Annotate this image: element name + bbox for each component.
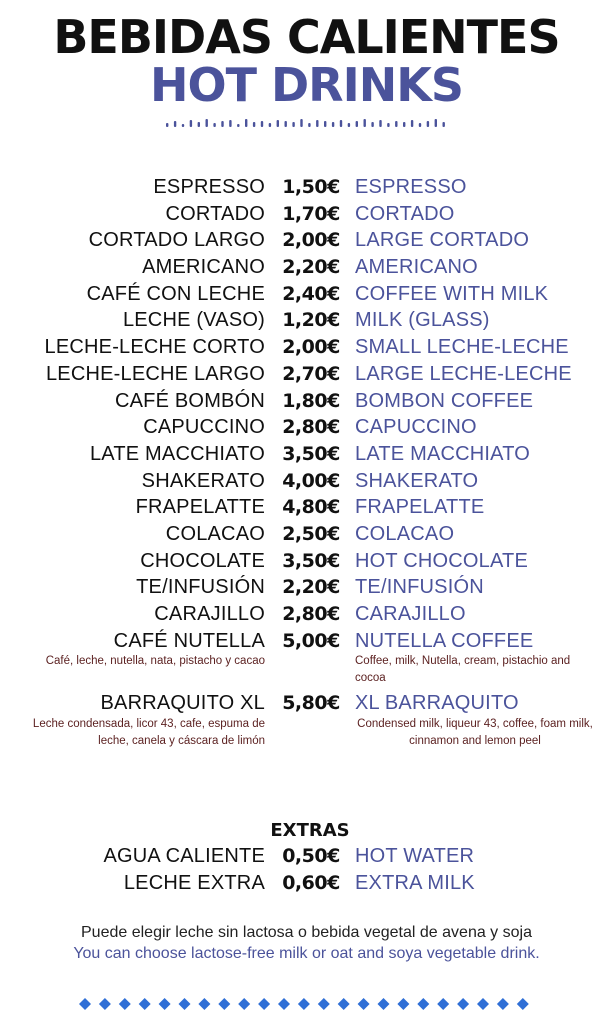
diamond-icon [79,998,91,1010]
item-price: 3,50€ [282,549,340,572]
menu-row [0,227,613,254]
item-name-en: LARGE LECHE-LECHE [355,362,572,385]
item-price: 2,40€ [282,282,340,305]
item-name-en: COLACAO [355,522,455,545]
item-name-en: XL BARRAQUITO [355,692,519,715]
diamond-icon [358,998,370,1010]
item-name-en: CORTADO [355,202,455,225]
item-name-en: SMALL LECHE-LECHE [355,336,569,359]
menu-row [0,361,613,388]
item-price: 3,50€ [282,442,340,465]
item-name-es: FRAPELATTE [135,496,265,519]
diamond-icon [417,998,429,1010]
diamond-icon [397,998,409,1010]
diamond-icon [318,998,330,1010]
item-name-es: CAFÉ NUTELLA [113,629,265,652]
extras-row [0,843,613,870]
item-name-es: CHOCOLATE [140,549,265,572]
item-description-en: Condensed milk, liqueur 43, coffee, foam milk, cinnamon and lemon peel [357,718,593,748]
extra-name-es: AGUA CALIENTE [103,845,265,867]
item-price: 2,80€ [282,603,340,625]
diamond-icon [258,998,270,1010]
diamond-icon [218,998,230,1010]
extras-row [0,870,613,897]
diamond-icon [477,998,489,1010]
item-name-en: AMERICANO [355,256,478,279]
item-name-es: AMERICANO [142,256,265,279]
item-description-en: Coffee, milk, Nutella, cream, pistachio and cocoa [355,655,571,685]
menu-row [0,307,613,334]
menu-row [0,628,613,655]
item-name-es: SHAKERATO [141,469,265,492]
item-name-en: ESPRESSO [355,176,467,198]
item-name-es: CARAJILLO [154,603,265,625]
diamond-icon [378,998,390,1010]
item-name-es: LATE MACCHIATO [89,442,265,465]
extra-price: 0,60€ [282,871,340,894]
menu-row [0,521,613,548]
item-name-en: LARGE CORTADO [355,229,530,252]
item-name-en: CAPUCCINO [355,416,477,439]
milk-note-en: You can choose lactose-free milk or oat and soya vegetable drink. [73,945,540,962]
item-price: 1,50€ [282,176,340,198]
item-name-en: MILK (GLASS) [355,309,490,332]
item-price: 5,00€ [282,629,340,652]
menu-row [0,334,613,361]
item-price: 2,50€ [282,522,340,545]
decorative-diamond-border [78,997,538,1011]
diamond-icon [198,998,210,1010]
item-price: 2,70€ [282,362,340,385]
menu-row [0,468,613,495]
milk-note-es: Puede elegir leche sin lactosa o bebida vegetal de avena y soja [81,924,532,941]
menu-row [0,414,613,441]
item-name-en: BOMBON COFFEE [355,389,534,412]
menu-row [0,574,613,601]
item-description-row [0,717,613,753]
extra-name-en: HOT WATER [355,845,475,867]
diamond-icon [119,998,131,1010]
menu-row [0,548,613,575]
menu-row [0,601,613,628]
item-price: 2,80€ [282,416,340,439]
menu-row [0,174,613,201]
item-price: 1,70€ [282,202,340,225]
diamond-icon [238,998,250,1010]
item-description-es: Leche condensada, licor 43, cafe, espuma de leche, canela y cáscara de limón [32,718,265,748]
item-price: 5,80€ [282,692,340,715]
decorative-divider [162,116,452,130]
diamond-icon [338,998,350,1010]
item-name-en: LATE MACCHIATO [355,442,531,465]
item-price: 2,00€ [282,229,340,252]
extra-price: 0,50€ [282,845,340,867]
menu-row [0,494,613,521]
item-name-en: TE/INFUSIÓN [355,576,484,599]
item-name-es: TE/INFUSIÓN [136,576,265,599]
item-price: 2,20€ [282,576,340,599]
item-name-es: CAFÉ CON LECHE [86,282,265,305]
item-price: 2,00€ [282,336,340,359]
extras-heading: EXTRAS [270,820,350,841]
item-price: 1,20€ [282,309,340,332]
extra-name-es: LECHE EXTRA [123,871,265,894]
diamond-icon [457,998,469,1010]
item-name-es: LECHE-LECHE CORTO [44,336,265,359]
item-name-es: COLACAO [165,522,265,545]
diamond-icon [179,998,191,1010]
item-name-en: COFFEE WITH MILK [355,282,549,305]
item-name-en: FRAPELATTE [355,496,485,519]
diamond-icon [517,998,529,1010]
item-price: 4,80€ [282,496,340,519]
item-price: 4,00€ [282,469,340,492]
diamond-icon [99,998,111,1010]
item-name-es: ESPRESSO [153,176,265,198]
item-name-es: BARRAQUITO XL [100,692,265,715]
menu-row [0,441,613,468]
diamond-icon [437,998,449,1010]
extra-name-en: EXTRA MILK [355,871,475,894]
item-name-es: CORTADO LARGO [88,229,265,252]
item-name-en: NUTELLA COFFEE [355,629,534,652]
diamond-icon [497,998,509,1010]
extras-list [0,843,613,896]
diamond-icon [159,998,171,1010]
item-description-es: Café, leche, nutella, nata, pistacho y cacao [45,655,265,668]
page-title-spanish: BEBIDAS CALIENTES [53,10,560,64]
page-title-english: HOT DRINKS [150,58,463,112]
menu-row [0,388,613,415]
item-name-es: CAPUCCINO [143,416,265,439]
item-name-en: SHAKERATO [355,469,479,492]
diamond-icon [139,998,151,1010]
menu-row [0,690,613,717]
menu-row [0,281,613,308]
menu-row [0,201,613,228]
item-price: 2,20€ [282,256,340,279]
item-name-es: LECHE-LECHE LARGO [45,362,265,385]
item-name-es: CAFÉ BOMBÓN [115,389,265,412]
item-name-en: CARAJILLO [355,603,466,625]
item-price: 1,80€ [282,389,340,412]
menu-row [0,254,613,281]
item-name-en: HOT CHOCOLATE [355,549,528,572]
item-description-row [0,654,613,690]
drinks-menu [0,174,613,753]
diamond-icon [298,998,310,1010]
diamond-icon [278,998,290,1010]
item-name-es: CORTADO [165,202,265,225]
item-name-es: LECHE (VASO) [122,309,265,332]
